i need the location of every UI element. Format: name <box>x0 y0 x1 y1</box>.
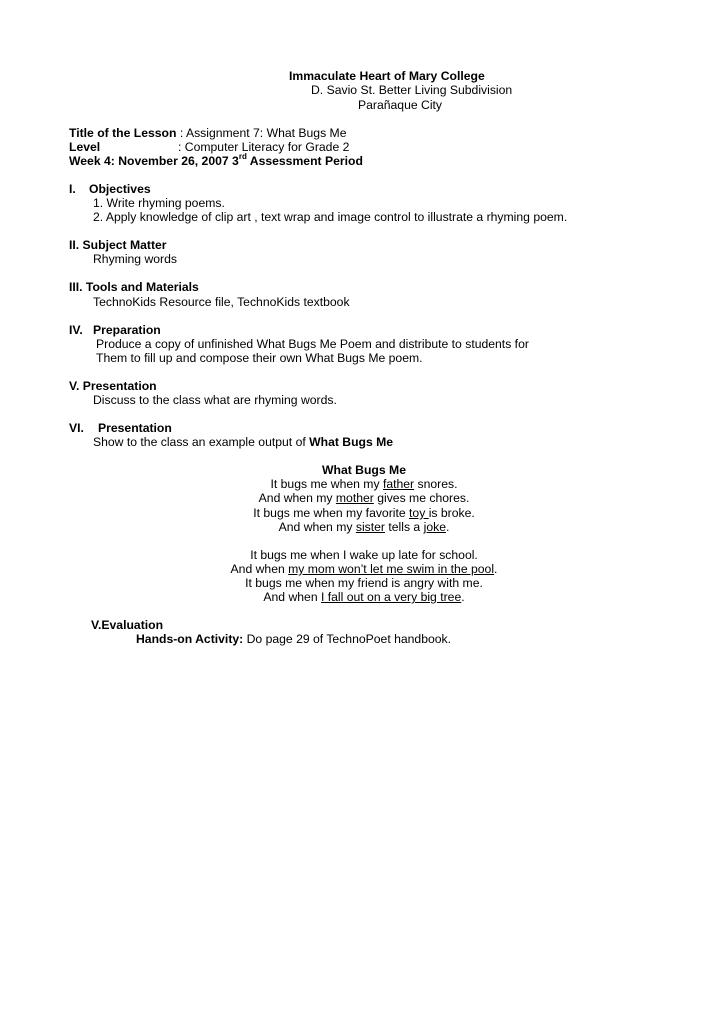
school-city: Parañaque City <box>358 98 443 112</box>
week-text: Week 4: November 26, 2007 3 <box>69 154 239 168</box>
lesson-title-sep: : <box>176 126 186 140</box>
lesson-title-line <box>69 126 347 140</box>
week-line <box>69 151 363 168</box>
preparation-heading: Preparation <box>93 323 161 337</box>
evaluation-line <box>136 632 451 646</box>
poem-text: And when <box>263 590 321 604</box>
poem-text: . <box>494 562 498 576</box>
preparation-line-1: Produce a copy of unfinished What Bugs Me Poem and distribute to students for <box>96 337 529 351</box>
lesson-title-value: Assignment 7: What Bugs Me <box>185 126 347 140</box>
level-sep: : <box>178 140 185 154</box>
evaluation-label: Hands-on Activity: <box>136 632 244 646</box>
preparation-line-2: Them to fill up and compose their own What Bugs Me poem. <box>96 351 423 365</box>
poem-text: . <box>461 590 465 604</box>
poem-text: . <box>445 520 450 534</box>
poem-line-8 <box>0 590 728 604</box>
poem-text: snores. <box>414 477 458 491</box>
week-after: Assessment Period <box>246 154 363 168</box>
week-sup: rd <box>238 151 247 161</box>
poem-text: And when <box>230 562 289 576</box>
tools-heading: III. Tools and Materials <box>69 280 199 294</box>
subject-heading: II. Subject Matter <box>69 238 167 252</box>
poem-line-7: It bugs me when my friend is angry with me. <box>245 576 483 590</box>
poem-underlined: my mom won’t let me swim in the pool <box>288 562 495 576</box>
poem-underlined: sister <box>355 520 385 534</box>
poem-text: tells a <box>384 520 424 534</box>
poem-underlined: joke <box>423 520 446 534</box>
objective-item-2: 2. Apply knowledge of clip art , text wrap and image control to illustrate a rhyming poem. <box>93 210 568 224</box>
poem-text: It bugs me when my favorite <box>253 506 410 520</box>
presentation2-numeral: VI. <box>69 421 84 435</box>
poem-text: gives me chores. <box>373 491 470 505</box>
poem-text: It bugs me when my <box>270 477 383 491</box>
school-address: D. Savio St. Better Living Subdivision <box>311 83 513 97</box>
preparation-numeral: IV. <box>69 323 83 337</box>
presentation2-intro-line <box>93 435 393 449</box>
poem-underlined: mother <box>335 491 374 505</box>
poem-line-3 <box>0 506 728 520</box>
poem-underlined: father <box>382 477 415 491</box>
objectives-numeral: I. <box>69 182 76 196</box>
poem-line-2 <box>0 491 728 505</box>
school-name: Immaculate Heart of Mary College <box>289 69 485 83</box>
poem-line-6 <box>0 562 728 576</box>
objective-item-1: 1. Write rhyming poems. <box>93 196 225 210</box>
presentation-body: Discuss to the class what are rhyming words. <box>93 393 337 407</box>
poem-underlined: I fall out on a very big tree <box>320 590 462 604</box>
poem-text: And when my <box>258 491 336 505</box>
presentation2-heading: Presentation <box>98 421 172 435</box>
presentation2-intro-bold: What Bugs Me <box>309 435 394 449</box>
poem-text: And when my <box>278 520 356 534</box>
poem-title: What Bugs Me <box>322 463 406 477</box>
presentation-heading: V. Presentation <box>69 379 157 393</box>
evaluation-heading: V.Evaluation <box>91 618 164 632</box>
poem-line-1 <box>0 477 728 491</box>
poem-underlined: toy <box>409 506 429 520</box>
tools-body: TechnoKids Resource file, TechnoKids textbook <box>93 295 350 309</box>
poem-line-5: It bugs me when I wake up late for school. <box>250 548 478 562</box>
objectives-heading: Objectives <box>89 182 151 196</box>
level-value-line <box>178 140 349 154</box>
level-value: Computer Literacy for Grade 2 <box>184 140 350 154</box>
level-line <box>69 140 100 154</box>
poem-text: is broke. <box>428 506 475 520</box>
subject-body: Rhyming words <box>93 252 177 266</box>
poem-line-4 <box>0 520 728 534</box>
presentation2-intro: Show to the class an example output of <box>93 435 310 449</box>
evaluation-body: Do page 29 of TechnoPoet handbook. <box>243 632 452 646</box>
lesson-title-label: Title of the Lesson <box>69 126 177 140</box>
level-label: Level <box>69 140 101 154</box>
